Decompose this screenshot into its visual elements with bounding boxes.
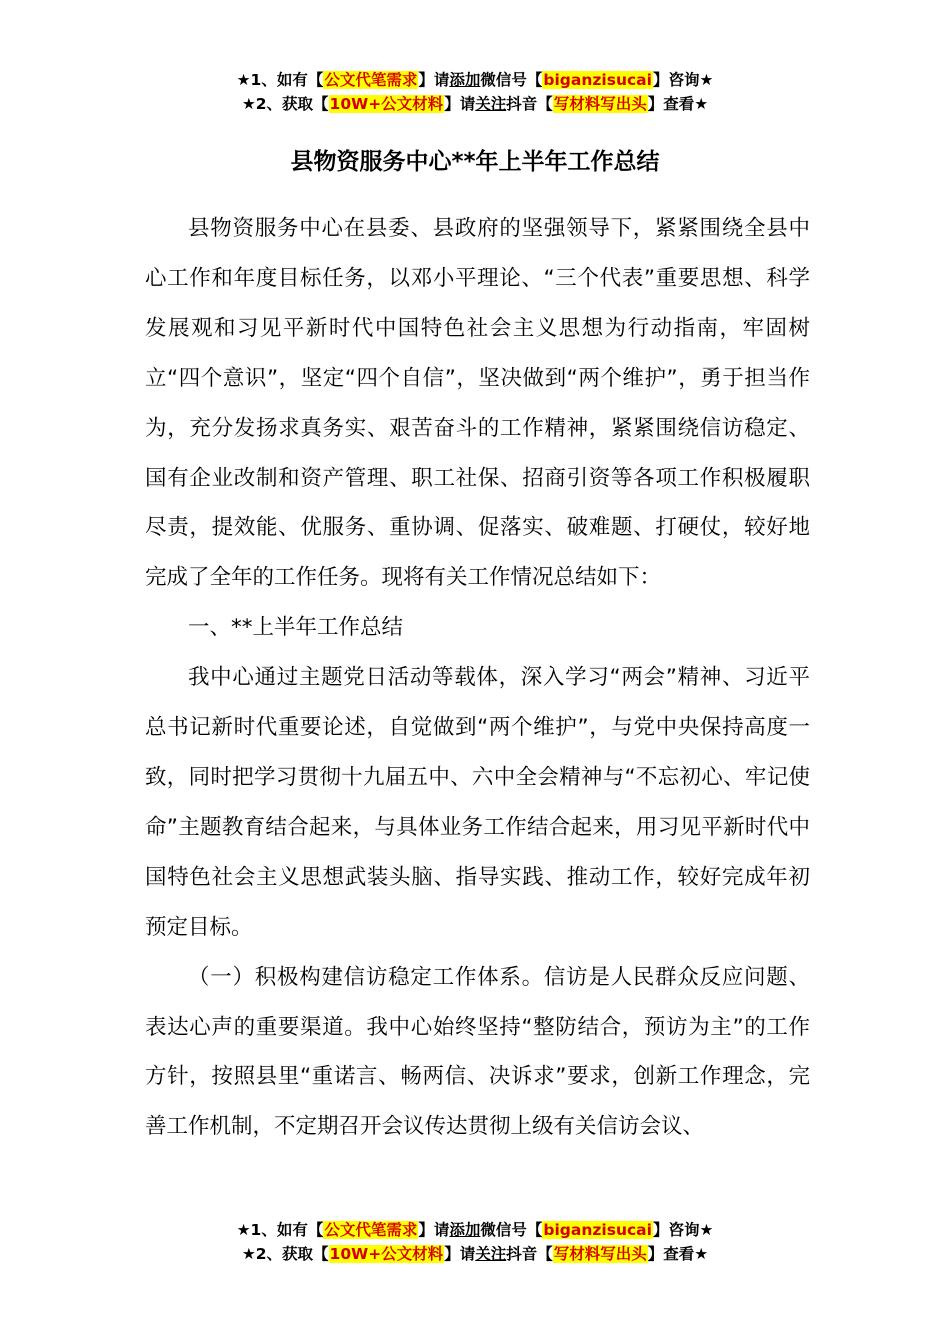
header-banner <box>0 68 950 116</box>
section-heading: 一、**上半年工作总结 <box>188 615 404 641</box>
banner-text: 微信号【 <box>480 1221 543 1239</box>
banner-text: 】请 <box>444 95 476 113</box>
body-paragraph: （一）积极构建信访稳定工作体系。信访是人民群众反应问题、表达心声的重要渠道。我中心始终坚持“整防结合，预访为主”的工作方针，按照县里“重诺言、畅两信、决诉求”要求，创新工作理念，完善工作机制，不定期召开会议传达贯彻上级有关信访会议、 <box>145 964 810 1140</box>
banner-line-1 <box>0 1218 950 1242</box>
banner-underlined-text: 关注 <box>475 1245 507 1263</box>
banner-text: 】咨询★ <box>652 71 714 89</box>
banner-highlight: 公文代笔需求 <box>324 71 418 89</box>
banner-text: 】查看★ <box>647 95 709 113</box>
banner-text: ★2、获取【 <box>241 1245 329 1263</box>
banner-text: 】请 <box>444 1245 476 1263</box>
banner-line-2 <box>0 92 950 116</box>
banner-text: 】查看★ <box>647 1245 709 1263</box>
banner-text: 抖音【 <box>506 95 553 113</box>
banner-text: 抖音【 <box>506 1245 553 1263</box>
banner-highlight: 写材料写出头 <box>553 95 647 113</box>
document-title: 县物资服务中心**年上半年工作总结 <box>290 149 660 175</box>
banner-highlight: biganzisucai <box>543 71 652 89</box>
banner-underlined-text: 添加 <box>449 1221 481 1239</box>
banner-highlight: biganzisucai <box>543 1221 652 1239</box>
banner-underlined-text: 关注 <box>475 95 507 113</box>
document-body <box>145 204 810 1152</box>
banner-text: ★1、如有【 <box>236 1221 324 1239</box>
banner-text: 】咨询★ <box>652 1221 714 1239</box>
banner-text: ★2、获取【 <box>241 95 329 113</box>
banner-line-2 <box>0 1242 950 1266</box>
intro-paragraph: 县物资服务中心在县委、县政府的坚强领导下，紧紧围绕全县中心工作和年度目标任务，以邓小平理论、“三个代表”重要思想、科学发展观和习见平新时代中国特色社会主义思想为行动指南，牢固树立“四个意识”，坚定“四个自信”，坚决做到“两个维护”，勇于担当作为，充分发扬求真务实、艰苦奋斗的工作精神，紧紧围绕信访稳定、国有企业改制和资产管理、职工社保、招商引资等各项工作积极履职尽责，提效能、优服务、重协调、促落实、破难题、打硬仗，较好地完成了全年的工作任务。现将有关工作情况总结如下： <box>145 216 810 591</box>
banner-line-1 <box>0 68 950 92</box>
banner-text: ★1、如有【 <box>236 71 324 89</box>
banner-highlight: 公文代笔需求 <box>324 1221 418 1239</box>
banner-highlight: 写材料写出头 <box>553 1245 647 1263</box>
banner-underlined-text: 添加 <box>449 71 481 89</box>
body-paragraph: 我中心通过主题党日活动等载体，深入学习“两会”精神、习近平总书记新时代重要论述，自觉做到“两个维护”，与党中央保持高度一致，同时把学习贯彻十九届五中、六中全会精神与“不忘初心、牢记使命”主题教育结合起来，与具体业务工作结合起来，用习见平新时代中国特色社会主义思想武装头脑、指导实践、推动工作，较好完成年初预定目标。 <box>145 665 810 940</box>
banner-text: 】请 <box>418 71 450 89</box>
banner-highlight: 10W+公文材料 <box>329 1245 444 1263</box>
banner-highlight: 10W+公文材料 <box>329 95 444 113</box>
banner-text: 】请 <box>418 1221 450 1239</box>
footer-banner <box>0 1218 950 1266</box>
banner-text: 微信号【 <box>480 71 543 89</box>
